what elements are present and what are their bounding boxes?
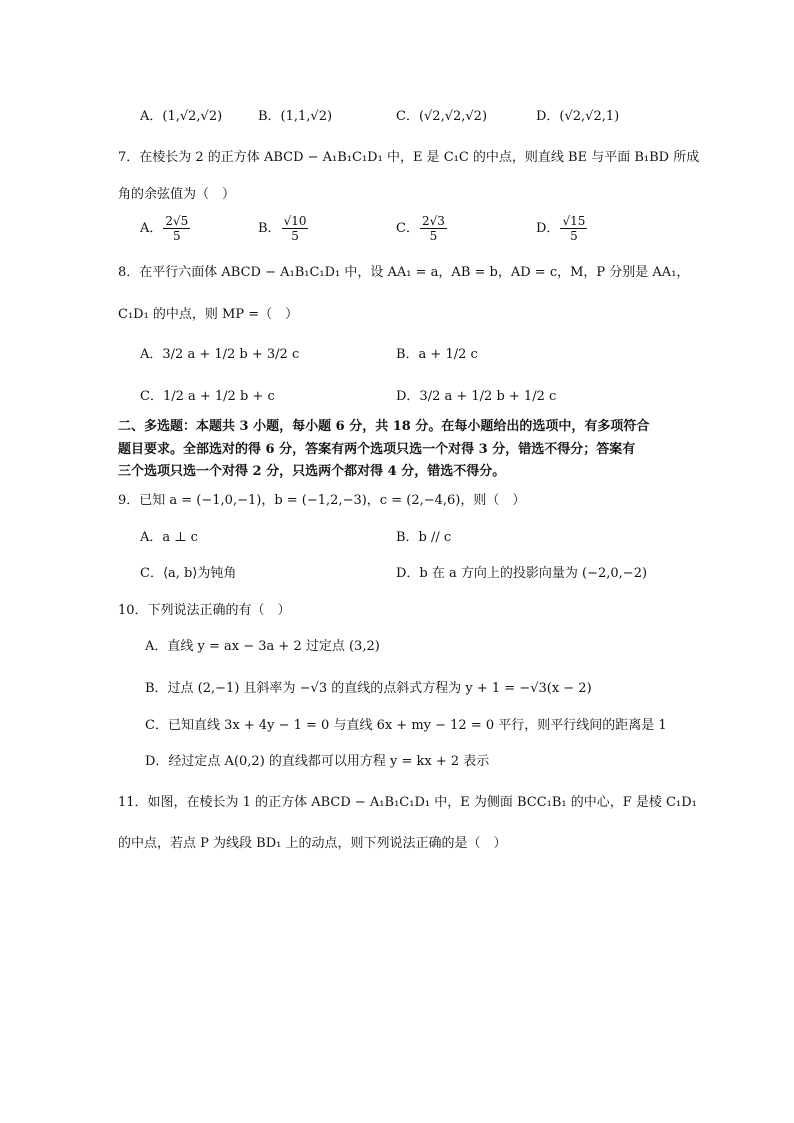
section2-line3: 三个选项只选一个对得 2 分，只选两个都对得 4 分，错选不得分。 <box>118 464 506 479</box>
q10-stem: 10．下列说法正确的有（ ） <box>118 603 291 618</box>
q7-option-b-num: √10 <box>283 214 307 228</box>
section2-line2: 题目要求。全部选对的得 6 分，答案有两个选项只选一个对得 3 分，错选不得分；答案有 <box>118 442 636 457</box>
q7-stem-line1: 7．在棱长为 2 的正方体 ABCD − A₁B₁C₁D₁ 中，E 是 C₁C 的中点，则直线 BE 与平面 B₁BD 所成 <box>118 150 700 165</box>
q8-option-a: A．3/2 a + 1/2 b + 3/2 c <box>140 347 300 362</box>
q6-option-a: A．(1,√2,√2) <box>140 109 223 124</box>
q7-option-d-label: D． <box>536 221 560 236</box>
q10-option-d: D．经过定点 A(0,2) 的直线都可以用方程 y = kx + 2 表示 <box>145 754 490 769</box>
q9-stem: 9．已知 a = (−1,0,−1)，b = (−1,2,−3)，c = (2,−4,6)，则（ ） <box>118 493 526 508</box>
q7-option-d-num: √15 <box>562 214 586 228</box>
q7-option-a <box>140 214 191 243</box>
q7-stem-line2: 角的余弦值为（ ） <box>118 187 236 202</box>
q7-option-c <box>396 214 448 243</box>
q8-option-c: C．1/2 a + 1/2 b + c <box>140 389 275 404</box>
q6-option-d: D．(√2,√2,1) <box>536 109 620 124</box>
q10-option-c: C．已知直线 3x + 4y − 1 = 0 与直线 6x + my − 12 = 0 平行，则平行线间的距离是 1 <box>145 718 667 733</box>
q9-option-d: D．b 在 a 方向上的投影向量为 (−2,0,−2) <box>396 566 648 581</box>
q7-option-a-label: A． <box>140 221 163 236</box>
q7-option-c-den: 5 <box>429 229 438 243</box>
q6-option-b: B．(1,1,√2) <box>258 109 333 124</box>
q11-stem-line2: 的中点，若点 P 为线段 BD₁ 上的动点，则下列说法正确的是（ ） <box>118 836 507 851</box>
q7-option-a-num: 2√5 <box>165 214 189 228</box>
q7-option-d-den: 5 <box>570 229 578 243</box>
q7-option-b-den: 5 <box>291 229 299 243</box>
q7-option-c-label: C． <box>396 221 419 236</box>
q9-option-b: B．b // c <box>396 530 452 545</box>
q8-option-d: D．3/2 a + 1/2 b + 1/2 c <box>396 389 557 404</box>
q10-option-b: B．过点 (2,−1) 且斜率为 −√3 的直线的点斜式方程为 y + 1 = −√3(x − 2) <box>145 681 592 696</box>
q8-option-b: B．a + 1/2 c <box>396 347 478 362</box>
q9-option-c: C．⟨a, b⟩为钝角 <box>140 566 237 581</box>
q7-option-a-den: 5 <box>173 229 181 243</box>
q8-stem-line1: 8．在平行六面体 ABCD − A₁B₁C₁D₁ 中，设 AA₁ = a，AB = b，AD = c，M，P 分别是 AA₁， <box>118 265 690 280</box>
q7-option-b <box>258 214 309 243</box>
q8-stem-line2: C₁D₁ 的中点，则 MP =（ ） <box>118 307 299 322</box>
q7-option-d-fraction <box>560 214 587 243</box>
q6-option-c: C．(√2,√2,√2) <box>396 109 488 124</box>
q11-stem-line1: 11．如图，在棱长为 1 的正方体 ABCD − A₁B₁C₁D₁ 中，E 为侧面 BCC₁B₁ 的中心，F 是棱 C₁D₁ <box>118 795 697 810</box>
q7-option-b-label: B． <box>258 221 281 236</box>
q7-option-d <box>536 214 588 243</box>
q7-option-c-fraction <box>420 214 447 243</box>
section2-line1: 二、多选题：本题共 3 小题，每小题 6 分，共 18 分。在每小题给出的选项中，有多项符合 <box>118 419 650 434</box>
q9-option-a: A．a ⊥ c <box>140 530 198 545</box>
q10-option-a: A．直线 y = ax − 3a + 2 过定点 (3,2) <box>145 639 380 654</box>
q7-option-c-num: 2√3 <box>421 214 445 228</box>
q7-option-b-fraction <box>282 214 309 243</box>
q7-option-a-fraction <box>163 214 190 243</box>
